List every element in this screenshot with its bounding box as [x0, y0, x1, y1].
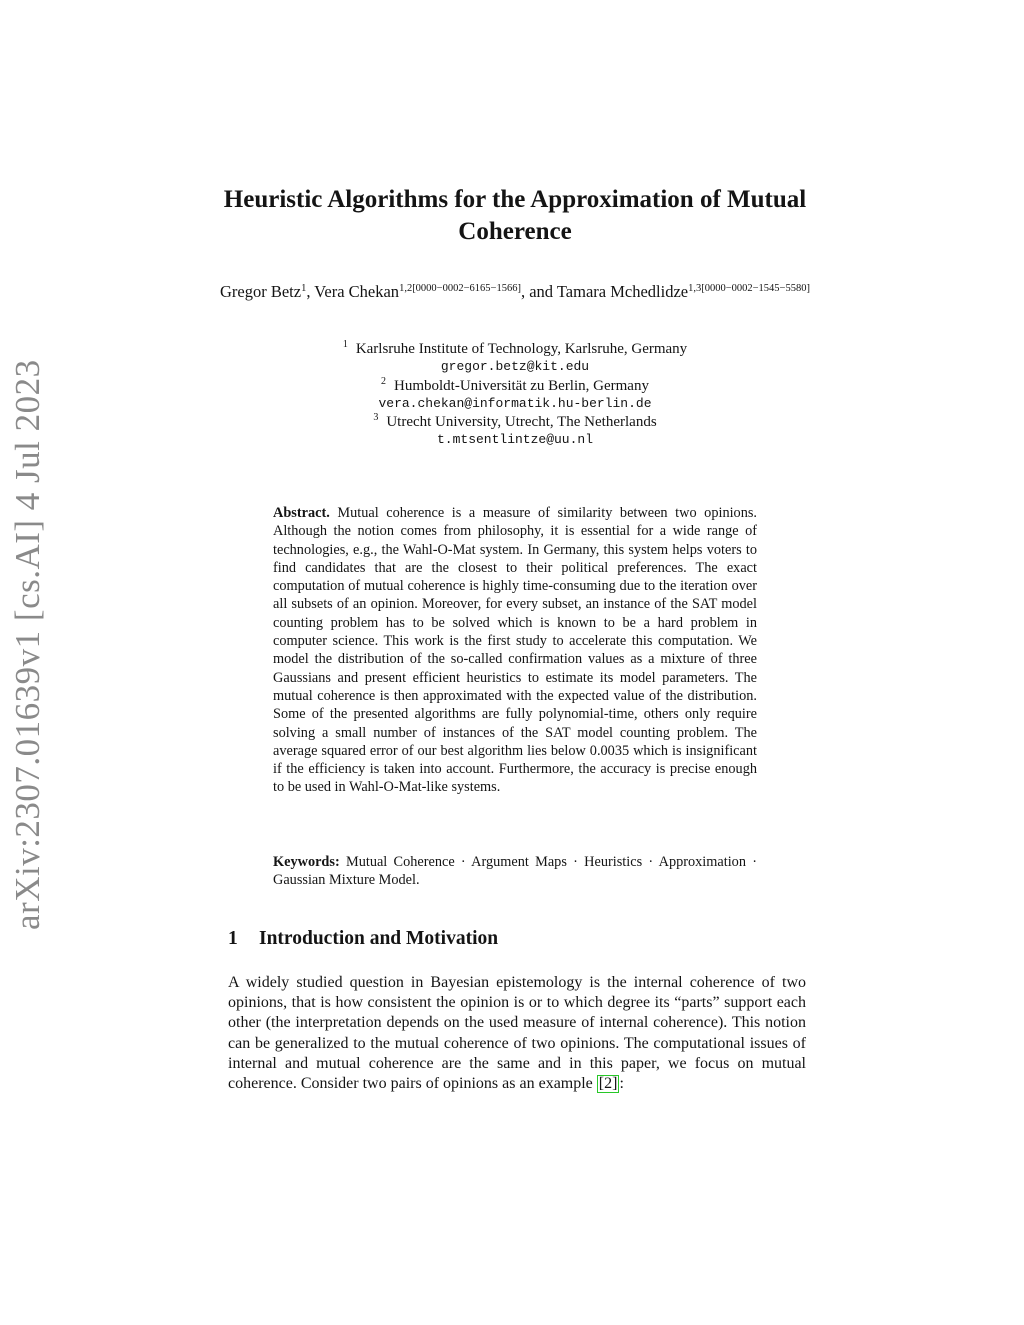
keywords-label: Keywords: — [273, 854, 340, 870]
affiliation-line — [230, 413, 800, 431]
author-name: Gregor Betz — [220, 282, 302, 301]
abstract — [273, 504, 757, 797]
affiliation-list — [230, 340, 800, 450]
author-name: , and Tamara Mchedlidze — [520, 282, 689, 301]
arxiv-identifier-stamp: arXiv:2307.01639v1 [cs.AI] 4 Jul 2023 — [8, 359, 47, 930]
affiliation-email[interactable]: vera.chekan@informatik.hu-berlin.de — [378, 395, 652, 411]
intro-tail: : — [619, 1075, 624, 1093]
author-superscript: 1,3[0000−0002−1545−5580] — [688, 283, 810, 294]
section-heading — [228, 926, 808, 952]
affiliation-line — [230, 340, 800, 358]
intro-paragraph — [228, 973, 806, 1094]
abstract-text: Mutual coherence is a measure of similarity between two opinions. Although the notion comes from philosophy, it is essential for a wide range of technologies, e.g., the Wahl-O-Mat system. In Germany, this system helps voters to find candidates that are the closest to their political preferences. The exact computation of mutual coherence is highly time-consuming due to the iteration over all subsets of an opinion. Moreover, for every subset, an instance of the SAT model counting problem has to be solved which is known to be a hard problem in computer science. This work is the first study to accelerate this computation. We model the distribution of the so-called confirmation values as a mixture of three Gaussians and present efficient heuristics to estimate its model parameters. The mutual coherence is then approximated with the expected value of the distribution. Some of the presented algorithms are fully polynomial-time, others only require solving a small number of instances of the SAT model counting problem. The average squared error of our best algorithm lies below 0.0035 which is insignificant if the efficiency is taken into account. Furthermore, the accuracy is precise enough to be used in Wahl-O-Mat-like systems. — [273, 505, 757, 796]
affiliation-email[interactable]: t.mtsentlintze@uu.nl — [436, 432, 594, 448]
affiliation-number: 1 — [342, 339, 348, 350]
section-title: Introduction and Motivation — [259, 928, 499, 949]
author-superscript: 1,2[0000−0002−6165−1566] — [399, 283, 521, 294]
affiliation-name: Utrecht University, Utrecht, The Netherlands — [386, 414, 657, 431]
keywords — [273, 853, 757, 890]
citation-link[interactable]: [2] — [598, 1075, 618, 1093]
affiliation-number: 2 — [381, 375, 387, 387]
author-superscript: 1 — [301, 283, 307, 294]
intro-text: A widely studied question in Bayesian epistemology is the internal coherence of two opinions, that is how consistent the opinion is or to which degree its “parts” support each other (the interpretation depends on the used measure of internal coherence). This notion can be generalized to the mutual coherence of two opinions. The computational issues of internal and mutual coherence are the same and in this paper, we focus on mutual coherence. Consider two pairs of opinions as an example — [228, 974, 806, 1093]
keywords-text: Mutual Coherence · Argument Maps · Heuristics · Approximation · Gaussian Mixture Model. — [273, 854, 757, 889]
author-name: , Vera Chekan — [306, 282, 400, 301]
citation-number: 2 — [604, 1075, 613, 1093]
affiliation-line — [230, 377, 800, 395]
affiliation-email[interactable]: gregor.betz@kit.edu — [440, 359, 590, 375]
abstract-label: Abstract. — [273, 505, 330, 521]
affiliation-name: Humboldt-Universität zu Berlin, Germany — [394, 377, 649, 394]
affiliation-number: 3 — [373, 412, 379, 424]
affiliation-name: Karlsruhe Institute of Technology, Karlsruhe, Germany — [355, 341, 688, 357]
author-list — [210, 282, 820, 302]
section-number: 1 — [228, 928, 238, 949]
paper-title: Heuristic Algorithms for the Approximation of Mutual Coherence — [223, 186, 807, 245]
